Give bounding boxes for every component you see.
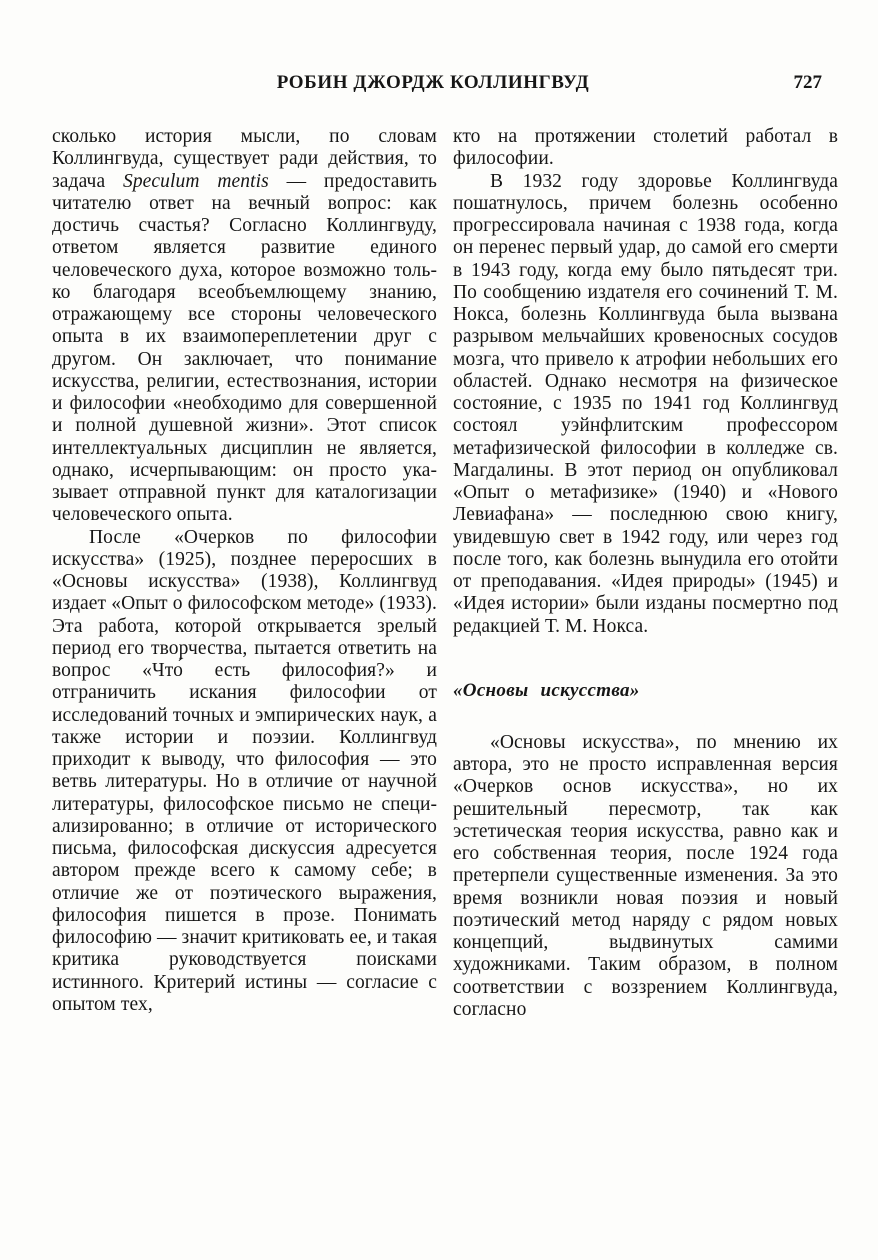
text-run: После «Очерков по философии искусства» (1925), позднее переросших в «Основы искусства» (1938), Коллингвуд издает «Опыт о философском методе» (1933). Эта работа, которой открывается зрелый период его творчества, пытается ответить на вопрос «Что́ есть философия?» и отграничить искания философии от исследований точных и эмпирических наук, а также истории и поэзии. Коллингвуд приходит к выводу, что философия — это ветвь литературы. Но в отличие от научной литературы, философское письмо не специализированно; в отличие от исторического письма, философская дискуссия адресуется автором прежде всего к самому себе; в отличие же от поэтического выражения, философия пишется в прозе. Понимать философию — значит критиковать ее, и такая критика руководствуется поисками истинного. Критерий истины — согласие с опытом тех, (52, 526, 438, 1015)
page-content (52, 126, 838, 1021)
page-title: РОБИН ДЖОРДЖ КОЛЛИНГВУД (276, 72, 590, 93)
section-heading (453, 680, 838, 702)
paragraph (52, 527, 437, 1017)
text-run: — предоставить читателю ответ на вечный вопрос: как достичь счастья? Согласно Коллингвуду, ответом является развитие единого человеческого духа, которое возможно только благодаря всеобъемлющему знанию, отражающему все стороны человеческого опыта в их взаимопереплетении друг с другом. Он заключает, что понимание искусства, религии, естествознания, истории и философии «необходимо для совершенной и полной душевной жизни». Этот список интеллектуальных дисциплин не является, однако, исчерпывающим: он просто указывает отправной пункт для каталогизации человеческого опыта. (52, 170, 437, 526)
text-run: В 1932 году здоровье Коллингвуда пошатнулось, причем болезнь особенно прогрессировала начиная с 1938 года, когда он перенес первый удар, до самой его смерти в 1943 году, когда ему было пятьдесят три. По сообщению издателя его сочинений Т. М. Нокса, болезнь Коллингвуда была вызвана разрывом мельчайших кровеносных сосудов мозга, что привело к атрофии небольших его областей. Однако несмотря на физическое состояние, с 1935 по 1941 год Коллингвуд состоял уэйнфлитским профессором метафизической философии в колледже св. Магдалины. В этот период он опубликовал «Опыт о метафизике» (1940) и «Нового Левиафана» — последнюю свою книгу, увидевшую свет в 1942 году, или через год после того, как болезнь вынудила его отойти от преподавания. «Идея природы» (1945) и «Идея истории» были изданы посмертно под редакцией Т. М. Нокса. (453, 170, 838, 637)
paragraph (453, 126, 838, 171)
paragraph (52, 126, 437, 527)
text-run-italic: «Основы искусства» (453, 679, 640, 701)
text-run: кто на протяжении столетий работал в философии. (453, 126, 838, 170)
page-number: 727 (793, 72, 822, 93)
text-run: «Основы искусства», по мнению их автора, это не просто исправленная версия «Очерков основ искусства», но их решительный пересмотр, так как эстетическая теория искусства, равно как и его собственная теория, после 1924 года претерпели существенные изменения. За это время возникли новая поэзия и новый поэтический метод наряду с рядом новых концепций, выдвинутых самими художниками. Таким образом, в полном соответствии с воззрением Коллингвуда, согласно (453, 731, 838, 1020)
text-run-italic: Speculum mentis (122, 170, 269, 192)
right-column (453, 126, 838, 1021)
text-run: сколько история мысли, по словам Коллингвуда, существует ради действия, то задача (52, 126, 437, 192)
paragraph (453, 732, 838, 1021)
running-header (52, 72, 838, 98)
paragraph (453, 171, 838, 638)
left-column (52, 126, 437, 1021)
